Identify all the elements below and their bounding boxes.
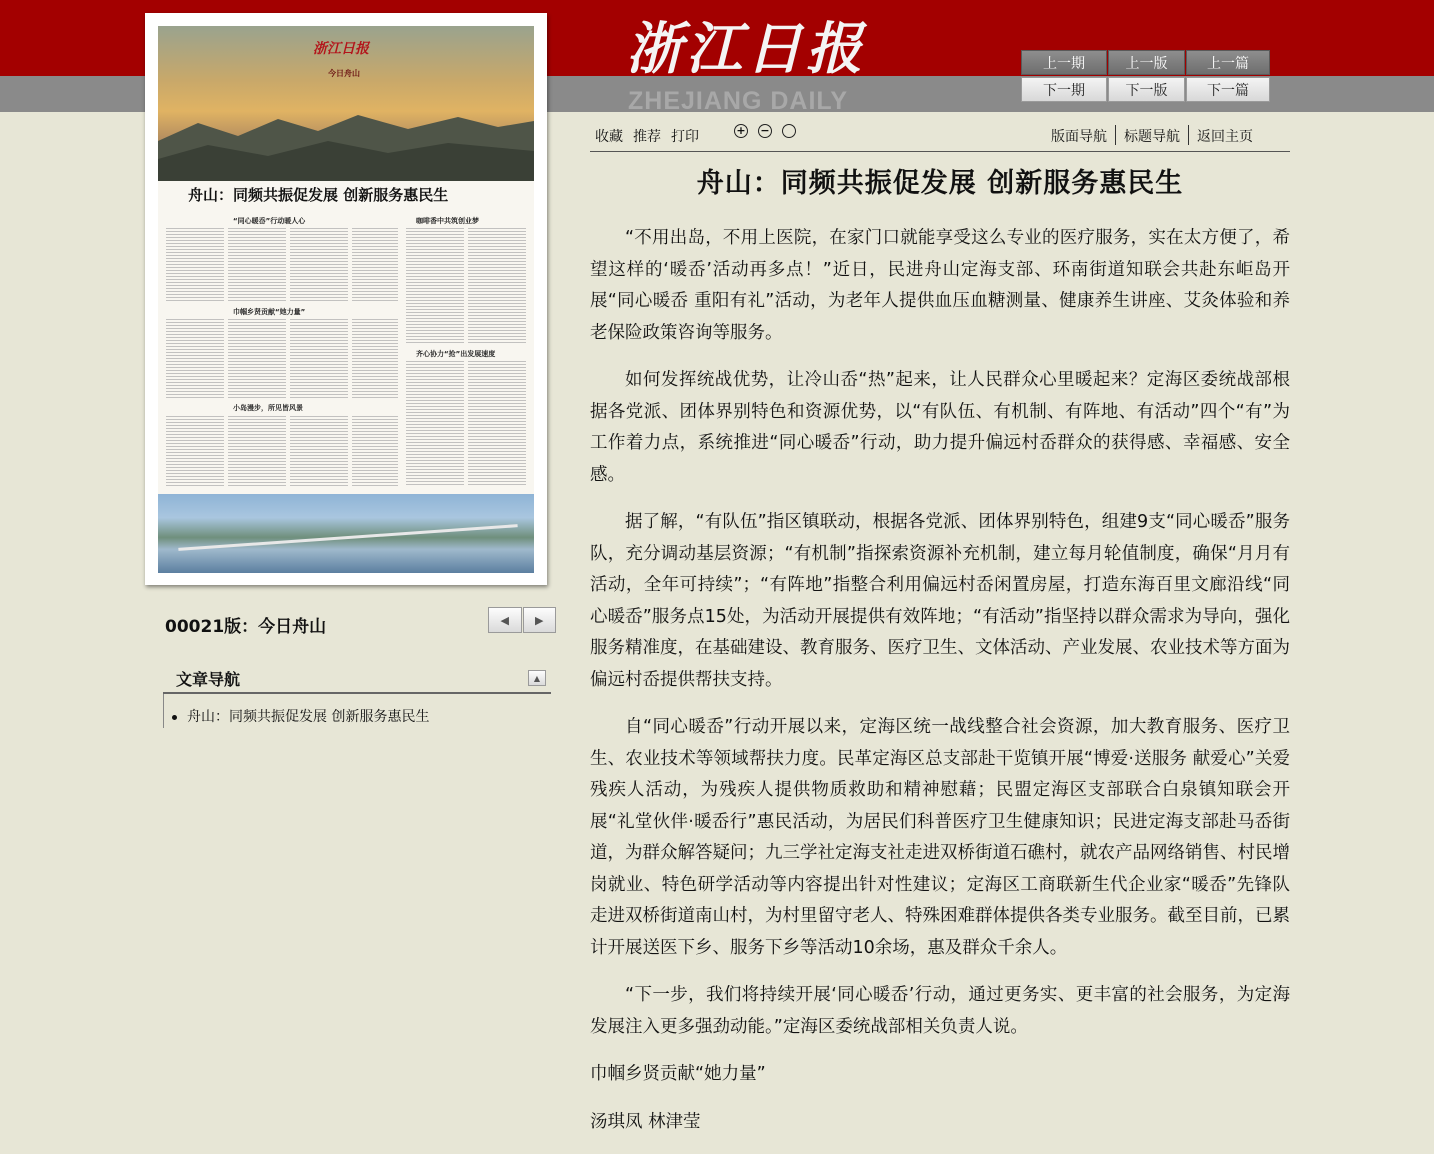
divider [590, 151, 1290, 152]
prev-issue-button[interactable]: 上一期 [1021, 50, 1107, 75]
thumbnail-island-photo [158, 494, 534, 573]
zoom-in-icon[interactable]: + [734, 124, 748, 138]
thumbnail-masthead: 浙江日报 [313, 41, 369, 57]
article-paragraph: 自“同心暖岙”行动开展以来，定海区统一战线整合社会资源，加大教育服务、医疗卫生、农业技术等领域帮扶力度。民革定海区总支部赴干览镇开展“博爱·送服务 献爱心”关爱残疾人活动，为残疾人提供物质救助和精神慰藉；民盟定海区支部联合白泉镇知联会开展“礼堂伙伴·暖岙行”惠民活动，为居民们科普医疗卫生健康知识；民进定海支部赴马岙街道，为群众解答疑问；九三学社定海支社走进双桥街道石礁村，就农产品网络销售、村民增岗就业、特色研学活动等内容提出针对性建议；定海区工商联新生代企业家“暖岙”先锋队走进双桥街道南山村，为村里留守老人、特殊困难群体提供各类专业服务。截至目前，已累计开展送医下乡、服务下乡等活动10余场，惠及群众千余人。 [590, 717, 1290, 958]
article-nav-title: 文章导航 [176, 670, 241, 689]
thumbnail-text-column [352, 416, 398, 486]
article-body [590, 223, 1290, 1154]
thumbnail-text-column [290, 228, 348, 303]
title-nav-link[interactable]: 标题导航 [1124, 129, 1180, 145]
article-paragraph: 如何发挥统战优势，让冷山岙“热”起来，让人民群众心里暖起来？定海区委统战部根据各党派、团体界别特色和资源优势，以“有队伍、有机制、有阵地、有活动”四个“有”为工作着力点，系统推进“同心暖岙”行动，助力提升偏远村岙群众的获得感、幸福感、安全感。 [590, 370, 1290, 485]
next-issue-button[interactable]: 下一期 [1021, 77, 1107, 102]
chevron-up-icon: ▲ [533, 673, 541, 683]
thumbnail-text-column [166, 319, 224, 399]
article-subheading: 巾帼乡贤贡献“她力量” [590, 1064, 766, 1084]
edition-label: 00021版：今日舟山 [165, 617, 327, 637]
next-page-button[interactable]: 下一版 [1108, 77, 1185, 102]
prev-page-button[interactable]: 上一版 [1108, 50, 1185, 75]
site-logo[interactable]: 浙江日报 [626, 16, 866, 82]
thumbnail-subhead: 咖啡香中共筑创业梦 [416, 217, 479, 225]
bullet-icon [172, 715, 177, 720]
favorite-link[interactable]: 收藏 [595, 129, 623, 145]
layout-nav-link[interactable]: 版面导航 [1051, 129, 1107, 145]
article-byline: 汤琪凤 林津莹 [590, 1111, 701, 1132]
font-zoom-controls [734, 124, 806, 138]
thumbnail-text-column [166, 228, 224, 303]
arrow-right-icon: ▶ [535, 613, 544, 627]
thumbnail-headline: 舟山：同频共振促发展 创新服务惠民生 [188, 186, 449, 204]
thumbnail-subhead: 小岛漫步，所见皆风景 [233, 404, 303, 412]
article-nav-item-label: 舟山：同频共振促发展 创新服务惠民生 [187, 709, 430, 725]
thumbnail-text-column [166, 416, 224, 486]
thumbnail-text-column [406, 361, 464, 486]
article-nav-item[interactable] [172, 706, 429, 726]
thumbnail-subhead: 齐心协力“抢”出发展速度 [416, 350, 496, 358]
arrow-left-icon: ◀ [500, 613, 509, 627]
edition-pager [488, 607, 556, 633]
thumbnail-text-column [352, 319, 398, 399]
divider [163, 692, 551, 694]
next-article-button[interactable]: 下一篇 [1186, 77, 1270, 102]
page-thumbnail-image [158, 26, 534, 573]
thumbnail-mountains-graphic [158, 101, 534, 181]
issue-navigation [1021, 50, 1271, 102]
divider [1188, 125, 1189, 145]
thumbnail-section: 今日舟山 [328, 69, 360, 78]
prev-article-button[interactable]: 上一篇 [1186, 50, 1270, 75]
thumbnail-subhead: “同心暖岙”行动暖人心 [233, 217, 306, 225]
thumbnail-subhead: 巾帼乡贤贡献“她力量” [233, 308, 306, 316]
thumbnail-text-column [468, 228, 526, 343]
print-link[interactable]: 打印 [671, 129, 699, 145]
recommend-link[interactable]: 推荐 [633, 129, 661, 145]
thumbnail-text-column [290, 416, 348, 486]
collapse-toggle-button[interactable] [528, 670, 546, 686]
thumbnail-text-column [228, 228, 286, 303]
page-links [1051, 126, 1253, 146]
zoom-out-icon[interactable]: − [758, 124, 772, 138]
divider [163, 694, 164, 728]
site-logo-english: ZHEJIANG DAILY [628, 87, 849, 115]
article-tools [595, 126, 709, 146]
prev-edition-button[interactable] [488, 607, 522, 633]
next-edition-button[interactable] [523, 607, 557, 633]
article-title: 舟山：同频共振促发展 创新服务惠民生 [696, 168, 1184, 199]
thumbnail-text-column [406, 228, 464, 343]
thumbnail-text-column [352, 228, 398, 303]
divider [1115, 125, 1116, 145]
page-thumbnail[interactable] [145, 13, 547, 585]
zoom-reset-icon[interactable] [782, 124, 796, 138]
home-link[interactable]: 返回主页 [1197, 129, 1253, 145]
thumbnail-text-column [228, 319, 286, 399]
thumbnail-text-column [290, 319, 348, 399]
article-paragraph: 据了解，“有队伍”指区镇联动，根据各党派、团体界别特色，组建9支“同心暖岙”服务队，充分调动基层资源；“有机制”指探索资源补充机制，建立每月轮值制度，确保“月月有活动，全年可持续”；“有阵地”指整合利用偏远村岙闲置房屋，打造东海百里文廊沿线“同心暖岙”服务点15处，为活动开展提供有效阵地；“有活动”指坚持以群众需求为导向，强化服务精准度，在基础建设、教育服务、医疗卫生、文体活动、产业发展、农业技术等方面为偏远村岙提供帮扶支持。 [590, 512, 1290, 690]
thumbnail-text-column [468, 361, 526, 486]
thumbnail-text-column [228, 416, 286, 486]
article-paragraph: “不用出岛，不用上医院，在家门口就能享受这么专业的医疗服务，实在太方便了，希望这样的‘暖岙’活动再多点！”近日，民进舟山定海支部、环南街道知联会共赴东岠岛开展“同心暖岙 重阳有礼”活动，为老年人提供血压血糖测量、健康养生讲座、艾灸体验和养老保险政策咨询等服务。 [590, 228, 1290, 343]
article-paragraph: “下一步，我们将持续开展‘同心暖岙’行动，通过更务实、更丰富的社会服务，为定海发展注入更多强劲动能。”定海区委统战部相关负责人说。 [590, 985, 1290, 1037]
